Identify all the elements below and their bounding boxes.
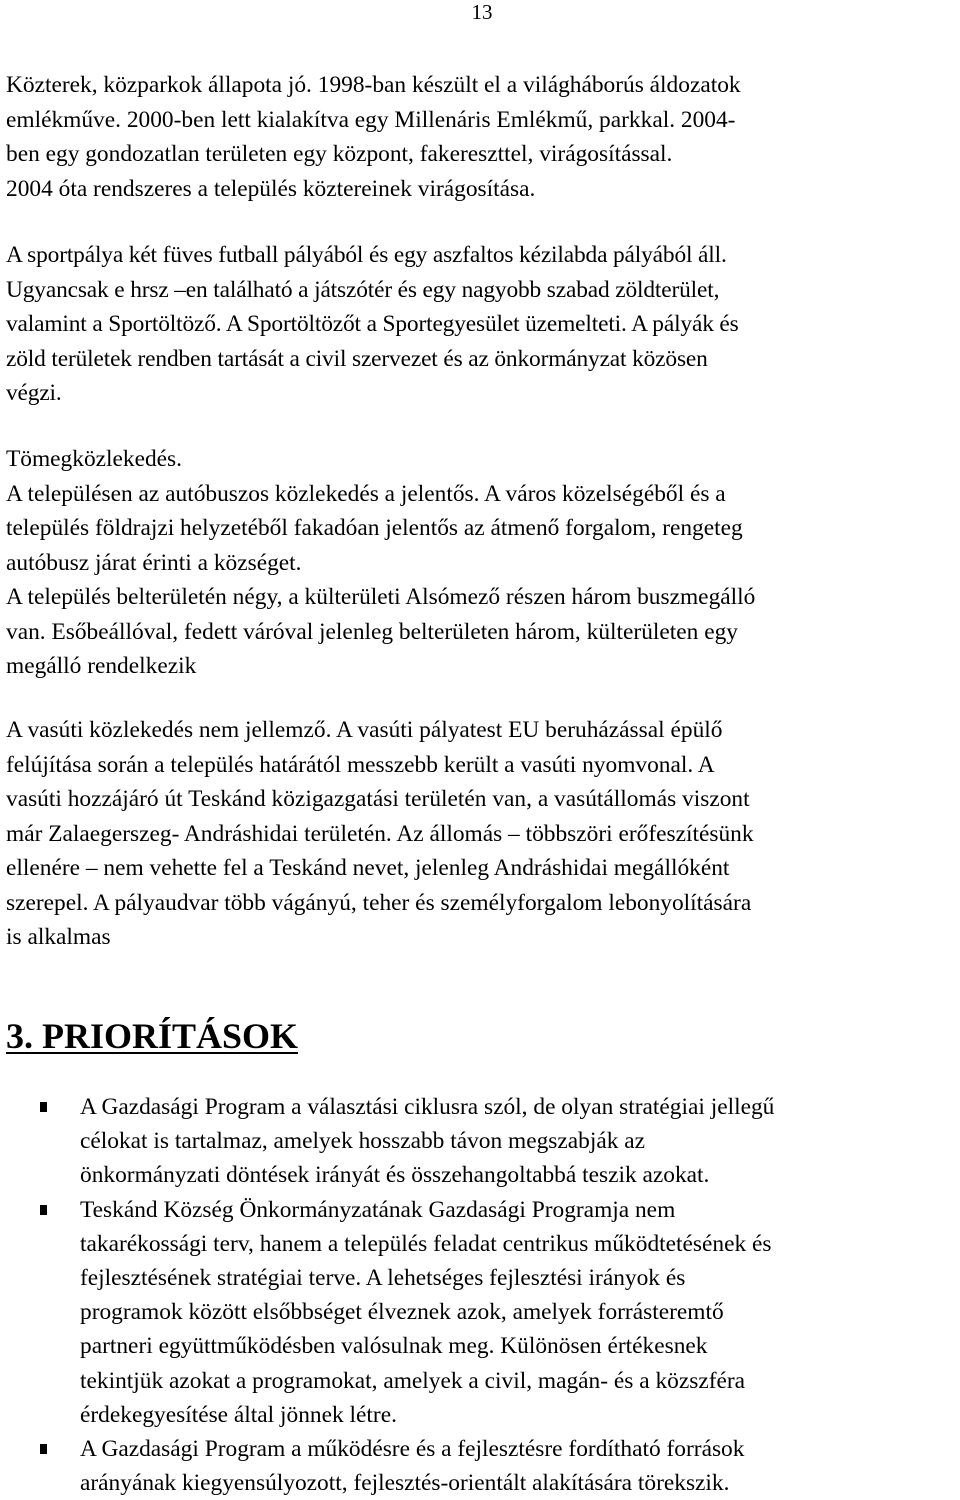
text-line: végzi. xyxy=(6,380,62,406)
text-line: szerepel. A pályaudvar több vágányú, teher és személyforgalom lebonyolítására xyxy=(6,889,752,916)
page-number: 13 xyxy=(471,0,493,24)
text-line: ellenére – nem vehette fel a Teskánd nevet, jelenleg Andráshidai megállóként xyxy=(6,855,730,881)
text-line: vasúti hozzájáró út Teskánd közigazgatási területén van, a vasútállomás viszont xyxy=(6,786,750,812)
paragraph-sports-field xyxy=(6,238,952,411)
paragraph-public-transport xyxy=(6,442,952,684)
square-bullet-icon xyxy=(40,1444,47,1454)
paragraph-public-spaces xyxy=(6,68,952,206)
text-line: Teskánd Község Önkormányzatának Gazdasági Programja nem xyxy=(80,1196,676,1223)
text-line: önkormányzati döntések irányát és összehangoltabbá teszik azokat. xyxy=(80,1162,710,1189)
text-line: partneri együttműködésben valósulnak meg. Különösen értékesnek xyxy=(80,1333,708,1360)
text-line: ben egy gondozatlan területen egy központ, fakereszttel, virágosítással. xyxy=(6,141,673,167)
text-line: tekintjük azokat a programokat, amelyek a civil, magán- és a közszféra xyxy=(80,1367,746,1394)
text-line: érdekegyesítése által jönnek létre. xyxy=(80,1401,397,1428)
text-line: zöld területek rendben tartását a civil szervezet és az önkormányzat közösen xyxy=(6,345,708,372)
text-line: A vasúti közlekedés nem jellemző. A vasúti pályatest EU beruházással épülő xyxy=(6,717,723,743)
text-line: célokat is tartalmaz, amelyek hosszabb távon megszabják az xyxy=(80,1128,646,1155)
text-line: takarékossági terv, hanem a település feladat centrikus működtetésének és xyxy=(80,1230,772,1257)
text-line: Közterek, közparkok állapota jó. 1998-ban készült el a világháborús áldozatok xyxy=(6,72,741,98)
text-line: autóbusz járat érinti a községet. xyxy=(6,549,302,576)
square-bullet-icon xyxy=(40,1205,47,1215)
text-line: település földrajzi helyzetéből fakadóan jelentős az átmenő forgalom, rengeteg xyxy=(6,515,743,541)
text-line: is alkalmas xyxy=(6,924,111,950)
text-line: megálló rendelkezik xyxy=(6,653,197,679)
list-item xyxy=(0,1090,960,1193)
text-line: valamint a Sportöltöző. A Sportöltözőt a Sportegyesület üzemelteti. A pályák és xyxy=(6,311,739,337)
text-line: A sportpálya két füves futball pályából és egy aszfaltos kézilabda pályából áll. xyxy=(6,242,727,268)
text-line: arányának kiegyensúlyozott, fejlesztés-orientált alakítására törekszik. xyxy=(80,1470,730,1497)
list-item xyxy=(0,1193,960,1432)
text-line: programok között elsőbbséget élveznek azok, amelyek forrásteremtő xyxy=(80,1299,724,1326)
text-line: A településen az autóbuszos közlekedés a jelentős. A város közelségéből és a xyxy=(6,480,726,507)
text-line: fejlesztésének stratégiai terve. A lehetséges fejlesztési irányok és xyxy=(80,1265,686,1292)
paragraph-railway xyxy=(6,713,952,955)
section-heading: 3. PRIORÍTÁSOK xyxy=(6,1016,299,1056)
text-line: A település belterületén négy, a külterületi Alsómező részen három buszmegálló xyxy=(6,584,756,610)
text-line: emlékműve. 2000-ben lett kialakítva egy Millenáris Emlékmű, parkkal. 2004- xyxy=(6,106,736,133)
list-item xyxy=(0,1432,960,1500)
priorities-list xyxy=(0,1090,960,1500)
text-line: van. Esőbeállóval, fedett váróval jelenleg belterületen három, külterületen egy xyxy=(6,618,738,645)
text-line: már Zalaegerszeg- Andráshidai területén. Az állomás – többszöri erőfeszítésünk xyxy=(6,820,754,847)
text-line: Tömegközlekedés. xyxy=(6,446,183,472)
text-line: A Gazdasági Program a működésre és a fejlesztésre fordítható források xyxy=(80,1436,745,1463)
square-bullet-icon xyxy=(40,1102,47,1112)
text-line: 2004 óta rendszeres a település köztereinek virágosítása. xyxy=(6,175,536,202)
text-line: A Gazdasági Program a választási ciklusra szól, de olyan stratégiai jellegű xyxy=(80,1094,775,1120)
text-line: felújítása során a település határától messzebb került a vasúti nyomvonal. A xyxy=(6,751,715,778)
text-line: Ugyancsak e hrsz –en található a játszótér és egy nagyobb szabad zöldterület, xyxy=(6,276,720,303)
